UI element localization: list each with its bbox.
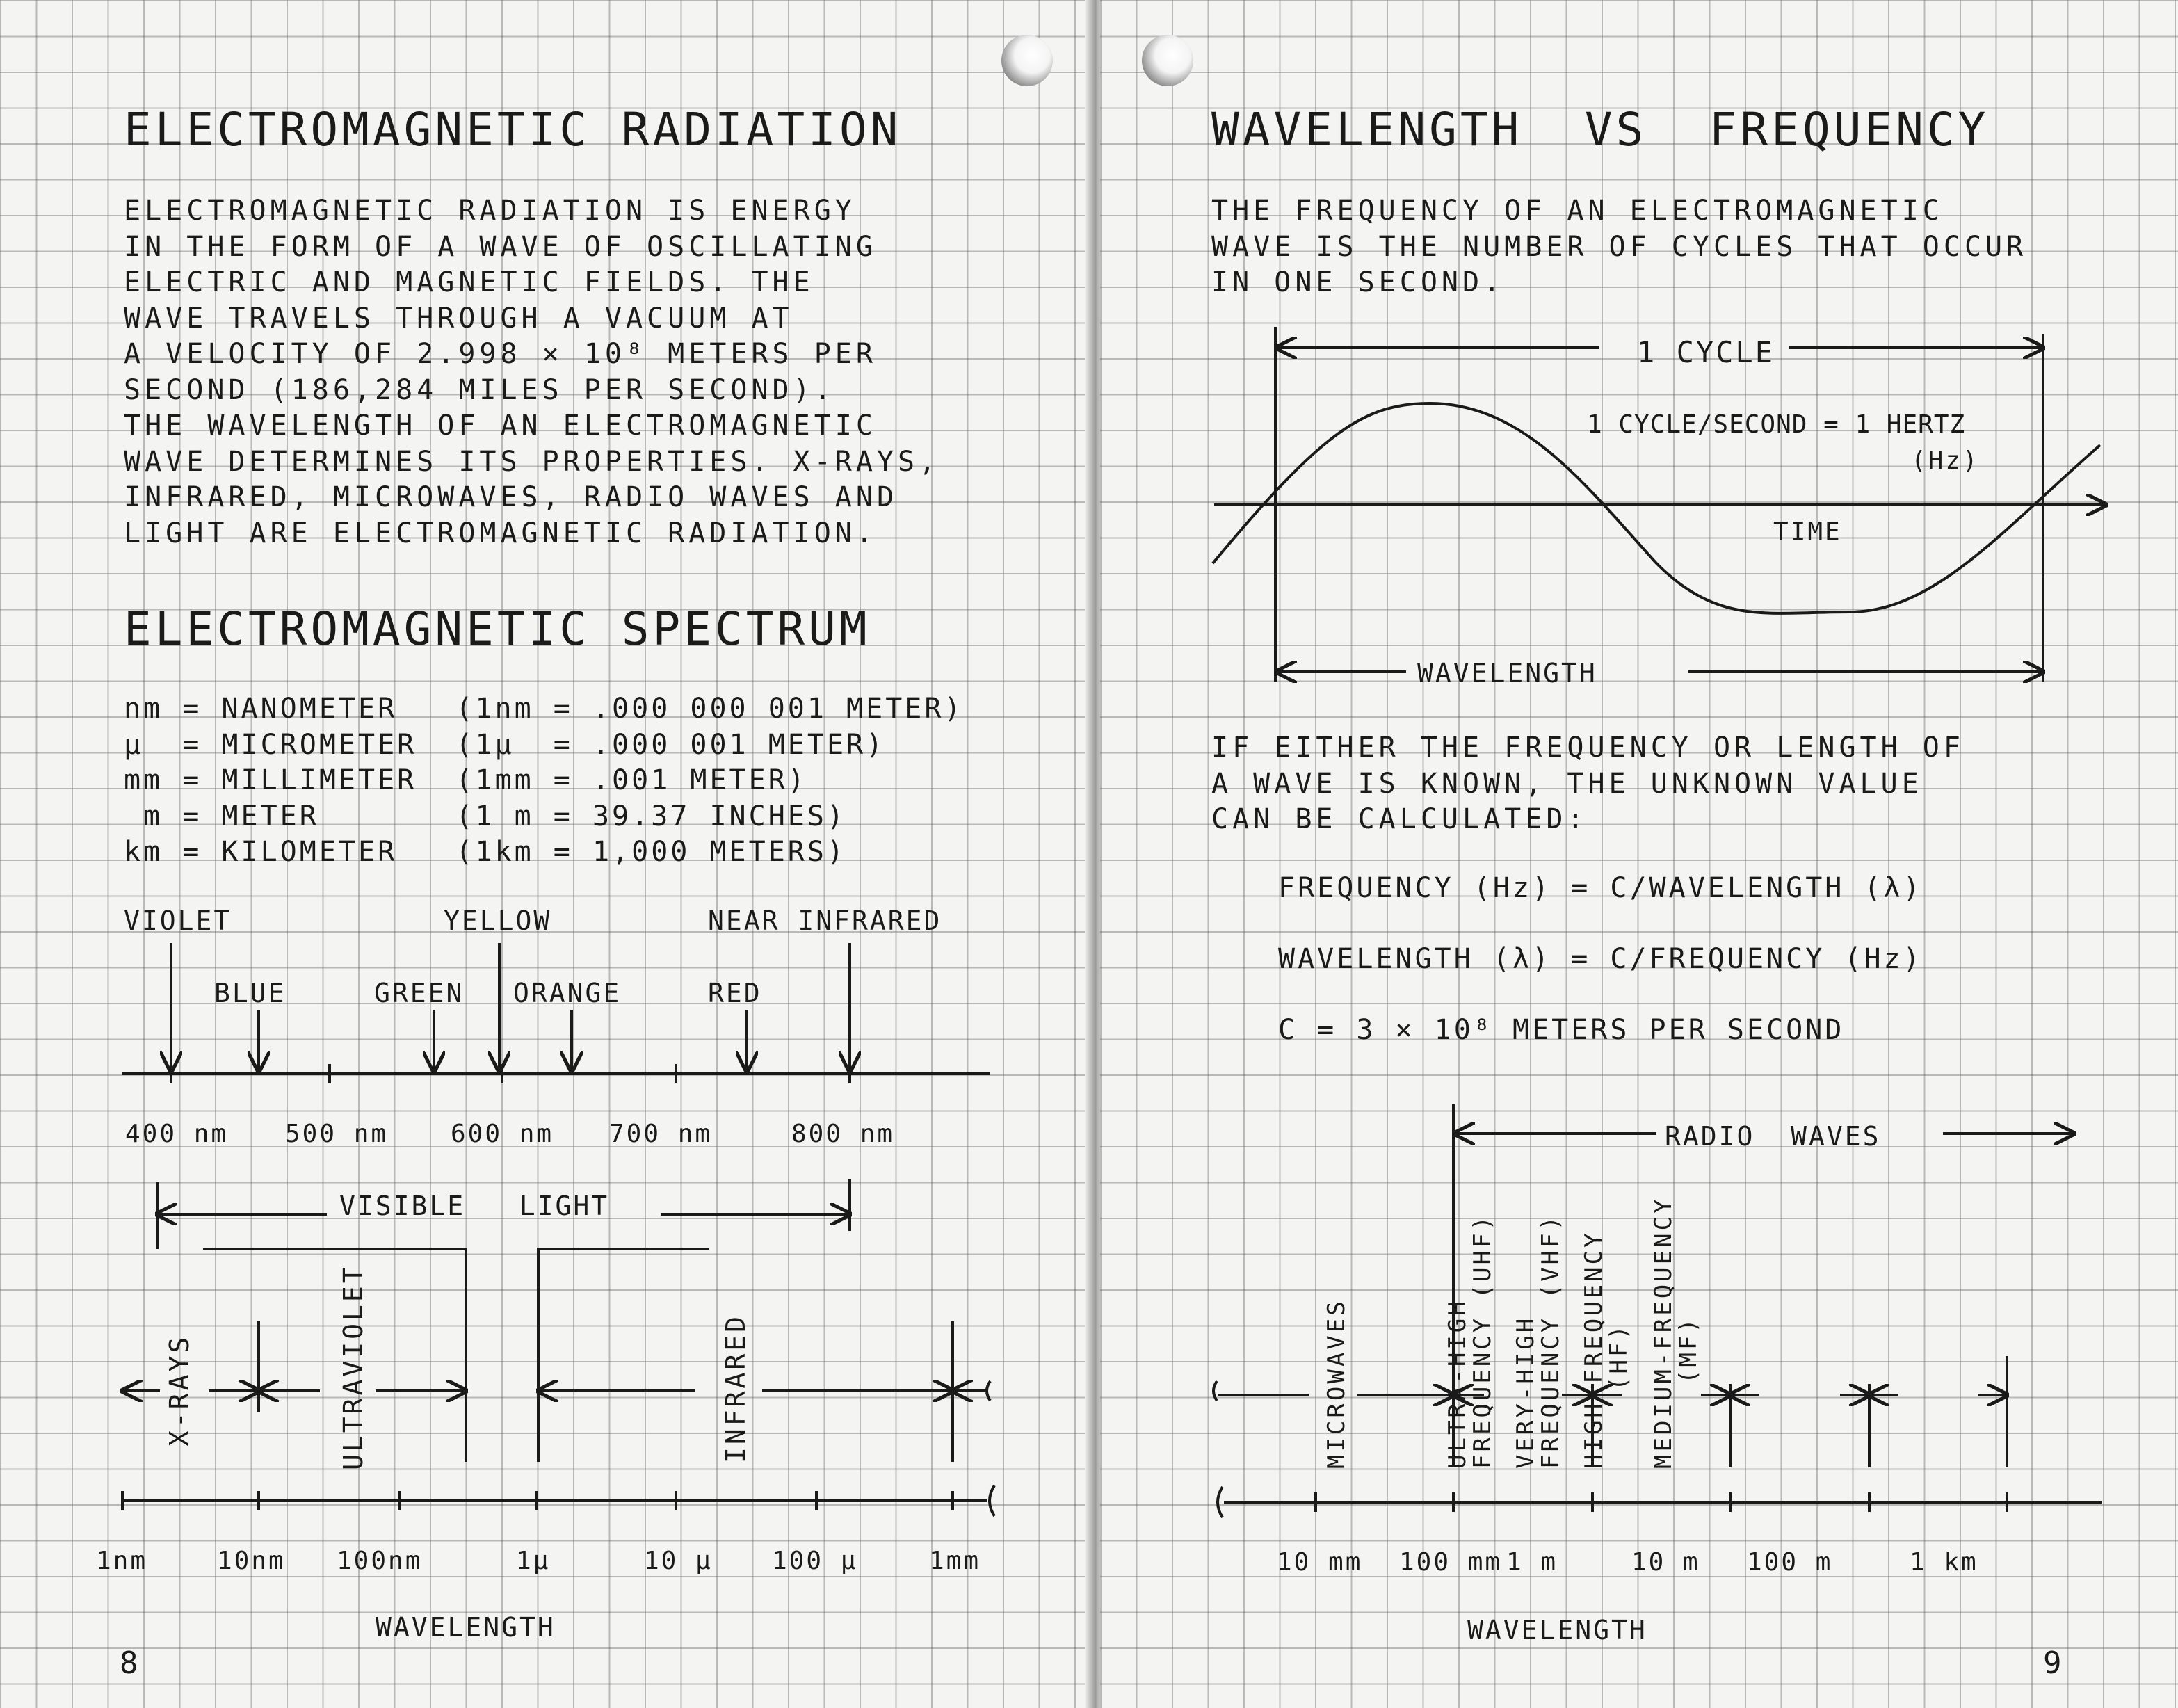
calc-line: IF EITHER THE FREQUENCY OR LENGTH OF bbox=[1211, 732, 1965, 764]
band-hf-line1: HIGH-FREQUENCY bbox=[1580, 1230, 1608, 1469]
label-visible-light: VISIBLE LIGHT bbox=[339, 1191, 610, 1221]
tick-1km: 1 km bbox=[1910, 1548, 1978, 1577]
axis-label-wavelength: WAVELENGTH bbox=[376, 1612, 556, 1643]
label-green: GREEN bbox=[374, 978, 465, 1008]
intro-line: INFRARED, MICROWAVES, RADIO WAVES AND bbox=[124, 481, 898, 513]
calc-line: CAN BE CALCULATED: bbox=[1211, 803, 1588, 835]
tick-100nm: 100nm bbox=[337, 1547, 423, 1575]
label-hertz-definition: 1 CYCLE/SECOND = 1 HERTZ bbox=[1587, 410, 1966, 439]
label-red: RED bbox=[708, 978, 762, 1008]
tick-100mm: 100 mm bbox=[1399, 1548, 1503, 1577]
band-microwaves: MICROWAVES bbox=[1323, 1298, 1350, 1469]
tick-500nm: 500 nm bbox=[285, 1120, 389, 1148]
tick-800nm: 800 nm bbox=[791, 1120, 895, 1148]
tick-10nm: 10nm bbox=[217, 1547, 286, 1575]
band-vhf-line1: VERY-HIGH bbox=[1512, 1315, 1540, 1469]
tick-100m: 100 m bbox=[1747, 1548, 1833, 1577]
band-infrared: INFRARED bbox=[720, 1313, 751, 1463]
label-radio-waves: RADIO WAVES bbox=[1665, 1121, 1881, 1152]
band-mf-line2: (MF) bbox=[1675, 1316, 1702, 1384]
label-violet: VIOLET bbox=[124, 905, 232, 936]
label-hz: (Hz) bbox=[1911, 446, 1980, 475]
band-ultraviolet: ULTRAVIOLET bbox=[338, 1264, 369, 1470]
unit-line: μ = MICROMETER (1μ = .000 001 METER) bbox=[124, 728, 886, 761]
intro-line: THE WAVELENGTH OF AN ELECTROMAGNETIC bbox=[124, 410, 877, 442]
tick-1u: 1μ bbox=[516, 1547, 551, 1575]
tick-10m: 10 m bbox=[1631, 1548, 1700, 1577]
title-em-spectrum: ELECTROMAGNETIC SPECTRUM bbox=[124, 602, 871, 656]
calc-line: A WAVE IS KNOWN, THE UNKNOWN VALUE bbox=[1211, 767, 1923, 800]
intro-line: WAVE TRAVELS THROUGH A VACUUM AT bbox=[124, 302, 793, 335]
band-vhf-line2: FREQUENCY (VHF) bbox=[1537, 1213, 1565, 1469]
title-wavelength-vs-frequency: WAVELENGTH VS FREQUENCY bbox=[1211, 103, 1990, 156]
tick-10u: 10 μ bbox=[644, 1547, 713, 1575]
tick-100u: 100 μ bbox=[772, 1547, 858, 1575]
band-uhf-line2: FREQUENCY (UHF) bbox=[1469, 1213, 1497, 1469]
band-uhf-line1: ULTRA-HIGH bbox=[1444, 1298, 1471, 1469]
label-time: TIME bbox=[1773, 517, 1842, 546]
definition-line: WAVE IS THE NUMBER OF CYCLES THAT OCCUR bbox=[1211, 230, 2028, 263]
formula-wavelength: WAVELENGTH (λ) = C/FREQUENCY (Hz) bbox=[1278, 943, 1923, 975]
tick-400nm: 400 nm bbox=[125, 1120, 229, 1148]
intro-line: A VELOCITY OF 2.998 × 10⁸ METERS PER bbox=[124, 338, 877, 370]
intro-line: IN THE FORM OF A WAVE OF OSCILLATING bbox=[124, 230, 877, 263]
unit-line: mm = MILLIMETER (1mm = .001 METER) bbox=[124, 764, 807, 796]
tick-600nm: 600 nm bbox=[451, 1120, 554, 1148]
tick-700nm: 700 nm bbox=[609, 1120, 713, 1148]
label-wavelength-span: WAVELENGTH bbox=[1417, 658, 1597, 688]
tick-10mm: 10 mm bbox=[1277, 1548, 1363, 1577]
formula-frequency: FREQUENCY (Hz) = C/WAVELENGTH (λ) bbox=[1278, 872, 1923, 904]
tick-1nm: 1nm bbox=[96, 1547, 148, 1575]
right-page bbox=[1100, 0, 2178, 1708]
title-em-radiation: ELECTROMAGNETIC RADIATION bbox=[124, 103, 902, 156]
unit-line: m = METER (1 m = 39.37 INCHES) bbox=[124, 800, 847, 832]
intro-line: ELECTRIC AND MAGNETIC FIELDS. THE bbox=[124, 266, 814, 298]
page-number: 8 bbox=[120, 1645, 140, 1681]
intro-line: ELECTROMAGNETIC RADIATION IS ENERGY bbox=[124, 195, 856, 227]
intro-line: SECOND (186,284 MILES PER SECOND). bbox=[124, 373, 835, 406]
band-hf-line2: (HF) bbox=[1605, 1323, 1633, 1391]
definition-line: IN ONE SECOND. bbox=[1211, 266, 1505, 298]
label-1-cycle: 1 CYCLE bbox=[1637, 335, 1775, 369]
intro-line: LIGHT ARE ELECTROMAGNETIC RADIATION. bbox=[124, 517, 877, 549]
unit-line: km = KILOMETER (1km = 1,000 METERS) bbox=[124, 836, 847, 868]
tick-1m: 1 m bbox=[1506, 1548, 1558, 1577]
label-yellow: YELLOW bbox=[444, 905, 552, 936]
page-number: 9 bbox=[2043, 1645, 2064, 1681]
intro-line: WAVE DETERMINES ITS PROPERTIES. X-RAYS, bbox=[124, 445, 940, 478]
label-orange: ORANGE bbox=[513, 978, 622, 1008]
label-near-infrared: NEAR INFRARED bbox=[708, 905, 942, 936]
definition-line: THE FREQUENCY OF AN ELECTROMAGNETIC bbox=[1211, 195, 1944, 227]
band-x-rays: X-RAYS bbox=[164, 1334, 195, 1447]
band-mf-line1: MEDIUM-FREQUENCY bbox=[1649, 1196, 1677, 1469]
formula-speed-of-light: C = 3 × 10⁸ METERS PER SECOND bbox=[1278, 1014, 1845, 1046]
unit-line: nm = NANOMETER (1nm = .000 000 001 METER) bbox=[124, 693, 964, 725]
label-blue: BLUE bbox=[214, 978, 287, 1008]
axis-label-wavelength: WAVELENGTH bbox=[1467, 1615, 1647, 1645]
right-diagram-lines bbox=[1100, 0, 2178, 1708]
tick-1mm: 1mm bbox=[929, 1547, 981, 1575]
